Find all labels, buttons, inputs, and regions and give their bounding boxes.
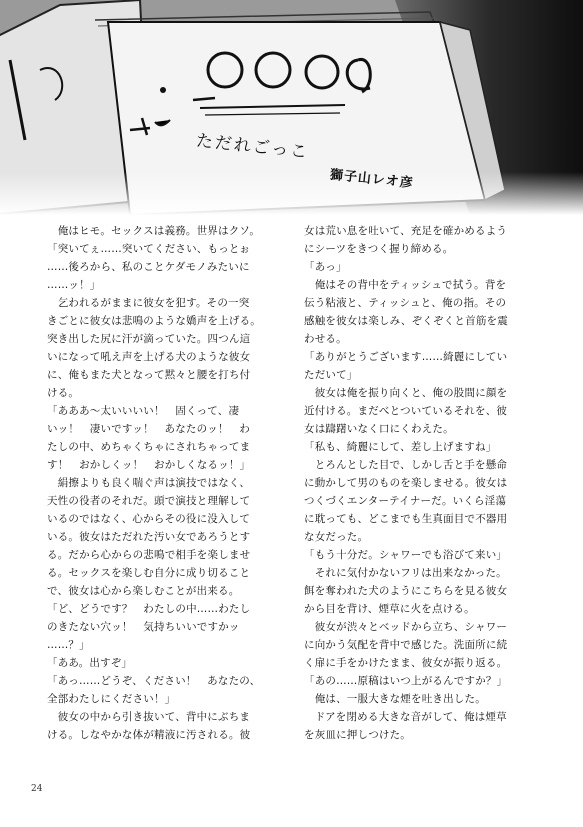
text-line: 「あの……原稿はいつ上がるんですか？」 xyxy=(304,675,508,687)
page-number: 24 xyxy=(31,784,43,794)
text-line: に向かう気配を背中で感じた。洗面所に続 xyxy=(304,639,508,651)
text-line: 伝う粘液と、ティッシュと、俺の指。その xyxy=(304,297,507,309)
text-line: から目を背け、煙草に火を点ける。 xyxy=(304,603,475,615)
text-line: ける。 xyxy=(47,387,80,399)
text-line: 俺はその背中をティッシュで拭う。背を xyxy=(304,279,507,291)
text-line: いるのではなく、心からその役に没入して xyxy=(47,513,251,525)
text-line: く扉に手をかけたまま、彼女が振り返る。 xyxy=(304,657,508,669)
text-line: 俺はヒモ。セックスは義務。世界はクソ。 xyxy=(47,225,261,237)
story-author: 獅子山レオ彦 xyxy=(329,167,415,192)
text-line: 感触を彼女は楽しみ、ぞくぞくと首筋を震 xyxy=(304,315,508,327)
text-line: に耽っても、どこまでも生真面目で不器用 xyxy=(304,513,508,525)
text-line: とろんとした目で、しかし舌と手を懸命 xyxy=(304,459,508,471)
text-line: に動かして男のものを楽しませる。彼女は xyxy=(304,477,508,489)
text-line: 女は躊躇いなく口にくわえた。 xyxy=(304,423,454,435)
text-line: のきたない穴ッ！ 気持ちいいですかッ xyxy=(47,621,240,633)
text-line: 絹擦よりも良く喘ぐ声は演技ではなく、 xyxy=(47,477,251,489)
text-line: たしの中、めちゃくちゃにされちゃってま xyxy=(47,441,251,453)
text-line: ……？」 xyxy=(47,639,90,651)
manuscript-illustration xyxy=(0,0,583,215)
text-line: ドアを閉める大きな音がして、俺は煙草 xyxy=(304,711,507,723)
text-line: きごとに彼女は悲鳴のような嬌声を上げる。 xyxy=(47,315,261,327)
body-column-left xyxy=(47,222,287,744)
text-line: る。だから心からの悲鳴で相手を楽しませ xyxy=(47,549,251,561)
text-line: 「あっ……どうぞ、ください！ あなたの、 xyxy=(47,675,261,687)
story-title: ただれごっこ xyxy=(195,131,311,163)
text-line: 全部わたしにください！」 xyxy=(47,693,176,705)
text-line: 近付ける。まだべとついているそれを、彼 xyxy=(304,405,508,417)
text-line: に、俺もまた犬となって黙々と腰を打ち付 xyxy=(47,369,251,381)
text-line: 女は荒い息を吐いて、充足を確かめるよう xyxy=(304,225,508,237)
text-line: ける。しなやかな体が精液に汚される。彼 xyxy=(47,729,251,741)
text-line: 彼女の中から引き抜いて、背中にぶちま xyxy=(47,711,251,723)
text-line: 「突いてぇ……突いてください、もっとぉ xyxy=(47,243,251,255)
body-column-right xyxy=(304,222,544,744)
text-line: で、彼女は心から楽しむことが出来る。 xyxy=(47,585,240,597)
text-line: な女だった。 xyxy=(304,531,369,543)
text-line: 「ありがとうございます……綺麗にしてい xyxy=(304,351,508,363)
text-line: す！ おかしくッ！ おかしくなるッ！」 xyxy=(47,459,251,471)
text-line: 「ああ。出すぞ」 xyxy=(47,657,133,669)
text-line: 俺は、一服大きな煙を吐き出した。 xyxy=(304,693,486,705)
text-line: 餌を奪われた犬のようにこちらを見る彼女 xyxy=(304,585,508,597)
text-line: いになって吼え声を上げる犬のような彼女 xyxy=(47,351,251,363)
text-line: 突き出した尻に汗が滴っていた。四つん這 xyxy=(47,333,251,345)
text-line: ただいて」 xyxy=(304,369,358,381)
text-line: にシーツをきつく握り締める。 xyxy=(304,243,454,255)
text-line: それに気付かないフリは出来なかった。 xyxy=(304,567,507,579)
text-line: わせる。 xyxy=(304,333,347,345)
text-line: る。セックスを楽しむ自分に成り切ること xyxy=(47,567,251,579)
text-line: 天性の役者のそれだ。頭で演技と理解して xyxy=(47,495,251,507)
text-line: いッ！ 凄いですッ！ あなたのッ！ わ xyxy=(47,423,251,435)
text-line: ……ッ！」 xyxy=(47,279,101,291)
text-line: 「私も、綺麗にして、差し上げますね」 xyxy=(304,441,497,453)
text-line: つくづくエンターテイナーだ。いくら淫蕩 xyxy=(304,495,507,507)
text-line: 「あああ～太いいいい！ 固くって、凄 xyxy=(47,405,240,417)
text-line: 彼女が渋々とベッドから立ち、シャワー xyxy=(304,621,508,633)
text-line: ……後ろから、私のことケダモノみたいに xyxy=(47,261,250,273)
text-line: 「ど、どうです？ わたしの中……わたし xyxy=(47,603,251,615)
text-line: いる。彼女はただれた汚い女であろうとす xyxy=(47,531,251,543)
text-line: 乞われるがままに彼女を犯す。その一突 xyxy=(47,297,250,309)
text-line: 彼女は俺を振り向くと、俺の股間に顔を xyxy=(304,387,508,399)
text-line: 「もう十分だ。シャワーでも浴びて来い」 xyxy=(304,549,508,561)
text-line: を灰皿に押しつけた。 xyxy=(304,729,411,741)
text-line: 「あっ」 xyxy=(304,261,347,273)
